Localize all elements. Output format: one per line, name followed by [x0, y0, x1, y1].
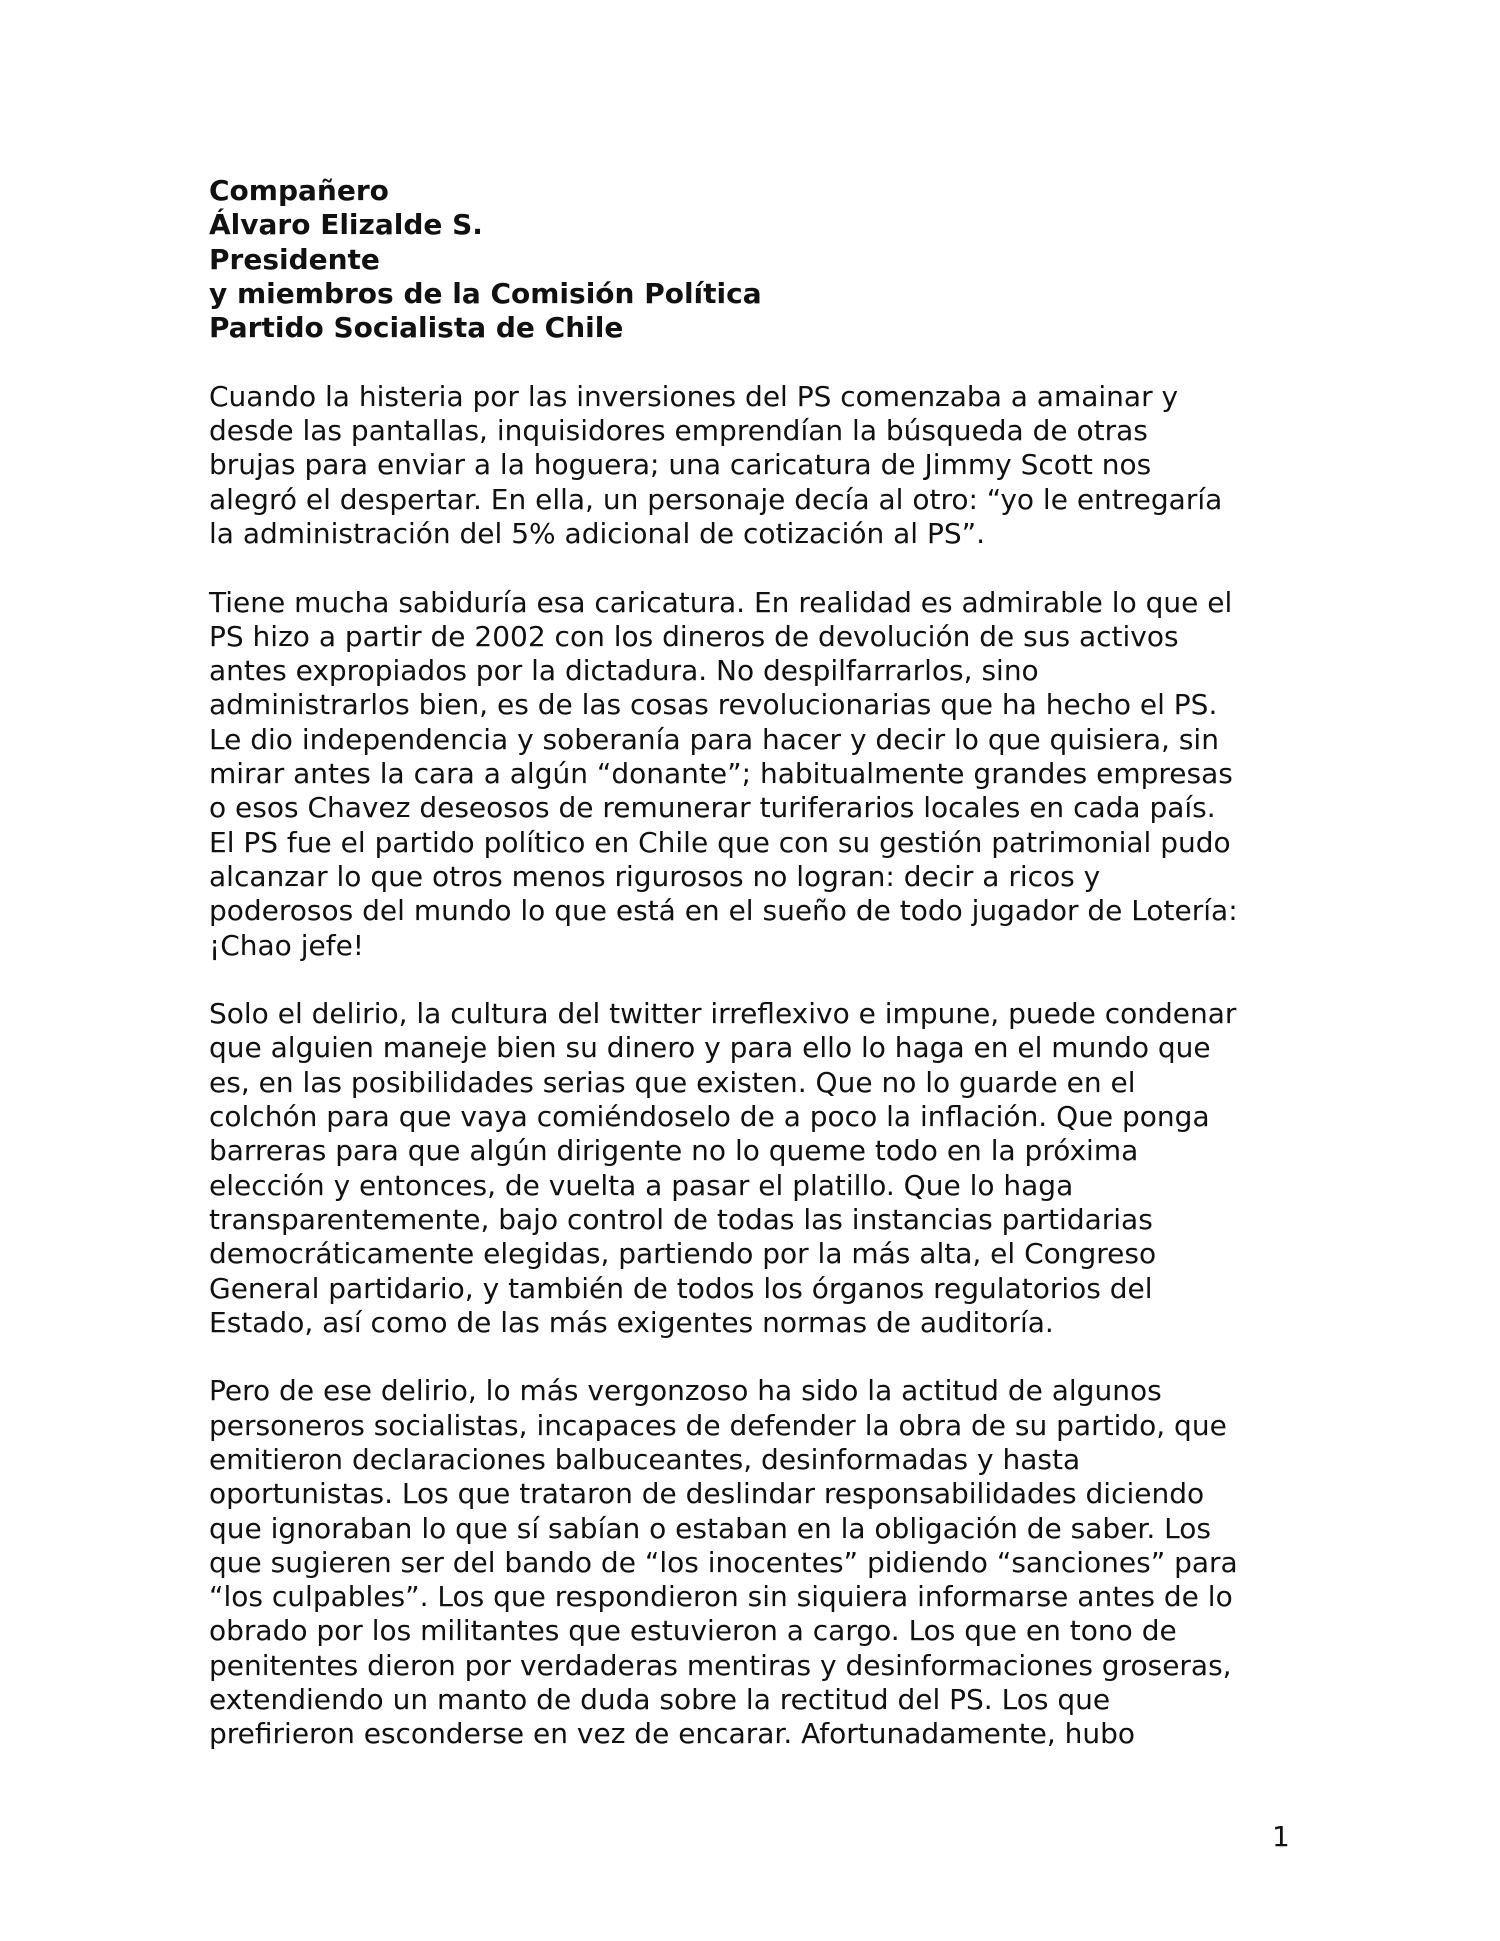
paragraph-spacer [209, 551, 1238, 585]
paragraph [209, 586, 1238, 963]
paragraph-spacer [209, 345, 1238, 379]
paragraph-line: antes expropiados por la dictadura. No despilfarrarlos, sino [209, 654, 1039, 688]
addressee-line: Partido Socialista de Chile [209, 311, 624, 345]
paragraph-line: ¡Chao jefe! [209, 928, 365, 962]
addressee-line: Álvaro Elizalde S. [209, 208, 483, 242]
paragraph-line: Tiene mucha sabiduría esa caricatura. En realidad es admirable lo que el [209, 585, 1233, 619]
paragraph-line: administrarlos bien, es de las cosas revolucionarias que ha hecho el PS. [209, 688, 1218, 722]
paragraph-line: transparentemente, bajo control de todas las instancias partidarias [209, 1202, 1153, 1236]
page-number: 1 [1272, 1820, 1290, 1853]
paragraph-line: Le dio independencia y soberanía para hacer y decir lo que quisiera, sin [209, 722, 1219, 756]
paragraph-line: Estado, así como de las más exigentes normas de auditoría. [209, 1305, 1054, 1339]
paragraph-line: extendiendo un manto de duda sobre la rectitud del PS. Los que [209, 1683, 1111, 1717]
paragraph-line: alcanzar lo que otros menos rigurosos no logran: decir a ricos y [209, 859, 1101, 893]
paragraph-line: barreras para que algún dirigente no lo queme todo en la próxima [209, 1134, 1139, 1168]
paragraph-line: PS hizo a partir de 2002 con los dineros de devolución de sus activos [209, 619, 1179, 653]
paragraph-line: es, en las posibilidades serias que existen. Que no lo guarde en el [209, 1065, 1136, 1099]
paragraph-spacer [209, 963, 1238, 997]
paragraph-line: Solo el delirio, la cultura del twitter irreflexivo e impune, puede condenar [209, 997, 1237, 1031]
paragraph [209, 380, 1238, 551]
letter-paragraphs [209, 345, 1238, 1751]
paragraph-line: que ignoraban lo que sí sabían o estaban en la obligación de saber. Los [209, 1511, 1211, 1545]
paragraph-line: que alguien maneje bien su dinero y para ello lo haga en el mundo que [209, 1031, 1211, 1065]
paragraph-line: General partidario, y también de todos los órganos regulatorios del [209, 1271, 1153, 1305]
paragraph-line: que sugieren ser del bando de “los inocentes” pidiendo “sanciones” para [209, 1545, 1238, 1579]
letter-addressee-block [209, 174, 1238, 345]
paragraph-line: colchón para que vaya comiéndoselo de a poco la inflación. Que ponga [209, 1100, 1210, 1134]
paragraph-line: “los culpables”. Los que respondieron sin siquiera informarse antes de lo [209, 1580, 1233, 1614]
addressee-line: y miembros de la Comisión Política [209, 276, 762, 310]
paragraph-line: o esos Chavez deseosos de remunerar turiferarios locales en cada país. [209, 791, 1216, 825]
paragraph-line: mirar antes la cara a algún “donante”; habitualmente grandes empresas [209, 757, 1233, 791]
paragraph-line: elección y entonces, de vuelta a pasar el platillo. Que lo haga [209, 1168, 1074, 1202]
paragraph-line: El PS fue el partido político en Chile que con su gestión patrimonial pudo [209, 825, 1231, 859]
paragraph-spacer [209, 1340, 1238, 1374]
paragraph-line: la administración del 5% adicional de cotización al PS”. [209, 516, 986, 550]
paragraph-line: oportunistas. Los que trataron de deslindar responsabilidades diciendo [209, 1477, 1205, 1511]
paragraph-line: personeros socialistas, incapaces de defender la obra de su partido, que [209, 1408, 1227, 1442]
paragraph-line: emitieron declaraciones balbuceantes, desinformadas y hasta [209, 1442, 1081, 1476]
paragraph-line: penitentes dieron por verdaderas mentiras y desinformaciones groseras, [209, 1648, 1232, 1682]
paragraph-line: Pero de ese delirio, lo más vergonzoso ha sido la actitud de algunos [209, 1374, 1162, 1408]
paragraph-line: prefirieron esconderse en vez de encarar. Afortunadamente, hubo [209, 1717, 1136, 1751]
paragraph-line: alegró el despertar. En ella, un personaje decía al otro: “yo le entregaría [209, 482, 1223, 516]
letter-body [209, 174, 1238, 1752]
paragraph-line: Cuando la histeria por las inversiones del PS comenzaba a amainar y [209, 379, 1179, 413]
addressee-line: Compañero [209, 174, 389, 207]
paragraph-line: poderosos del mundo lo que está en el sueño de todo jugador de Lotería: [209, 894, 1238, 928]
paragraph [209, 997, 1238, 1340]
paragraph-line: obrado por los militantes que estuvieron a cargo. Los que en tono de [209, 1614, 1177, 1648]
addressee-line: Presidente [209, 242, 380, 276]
paragraph-line: democráticamente elegidas, partiendo por la más alta, el Congreso [209, 1237, 1157, 1271]
paragraph [209, 1374, 1238, 1751]
paragraph-line: brujas para enviar a la hoguera; una caricatura de Jimmy Scott nos [209, 448, 1152, 482]
paragraph-line: desde las pantallas, inquisidores emprendían la búsqueda de otras [209, 414, 1148, 448]
